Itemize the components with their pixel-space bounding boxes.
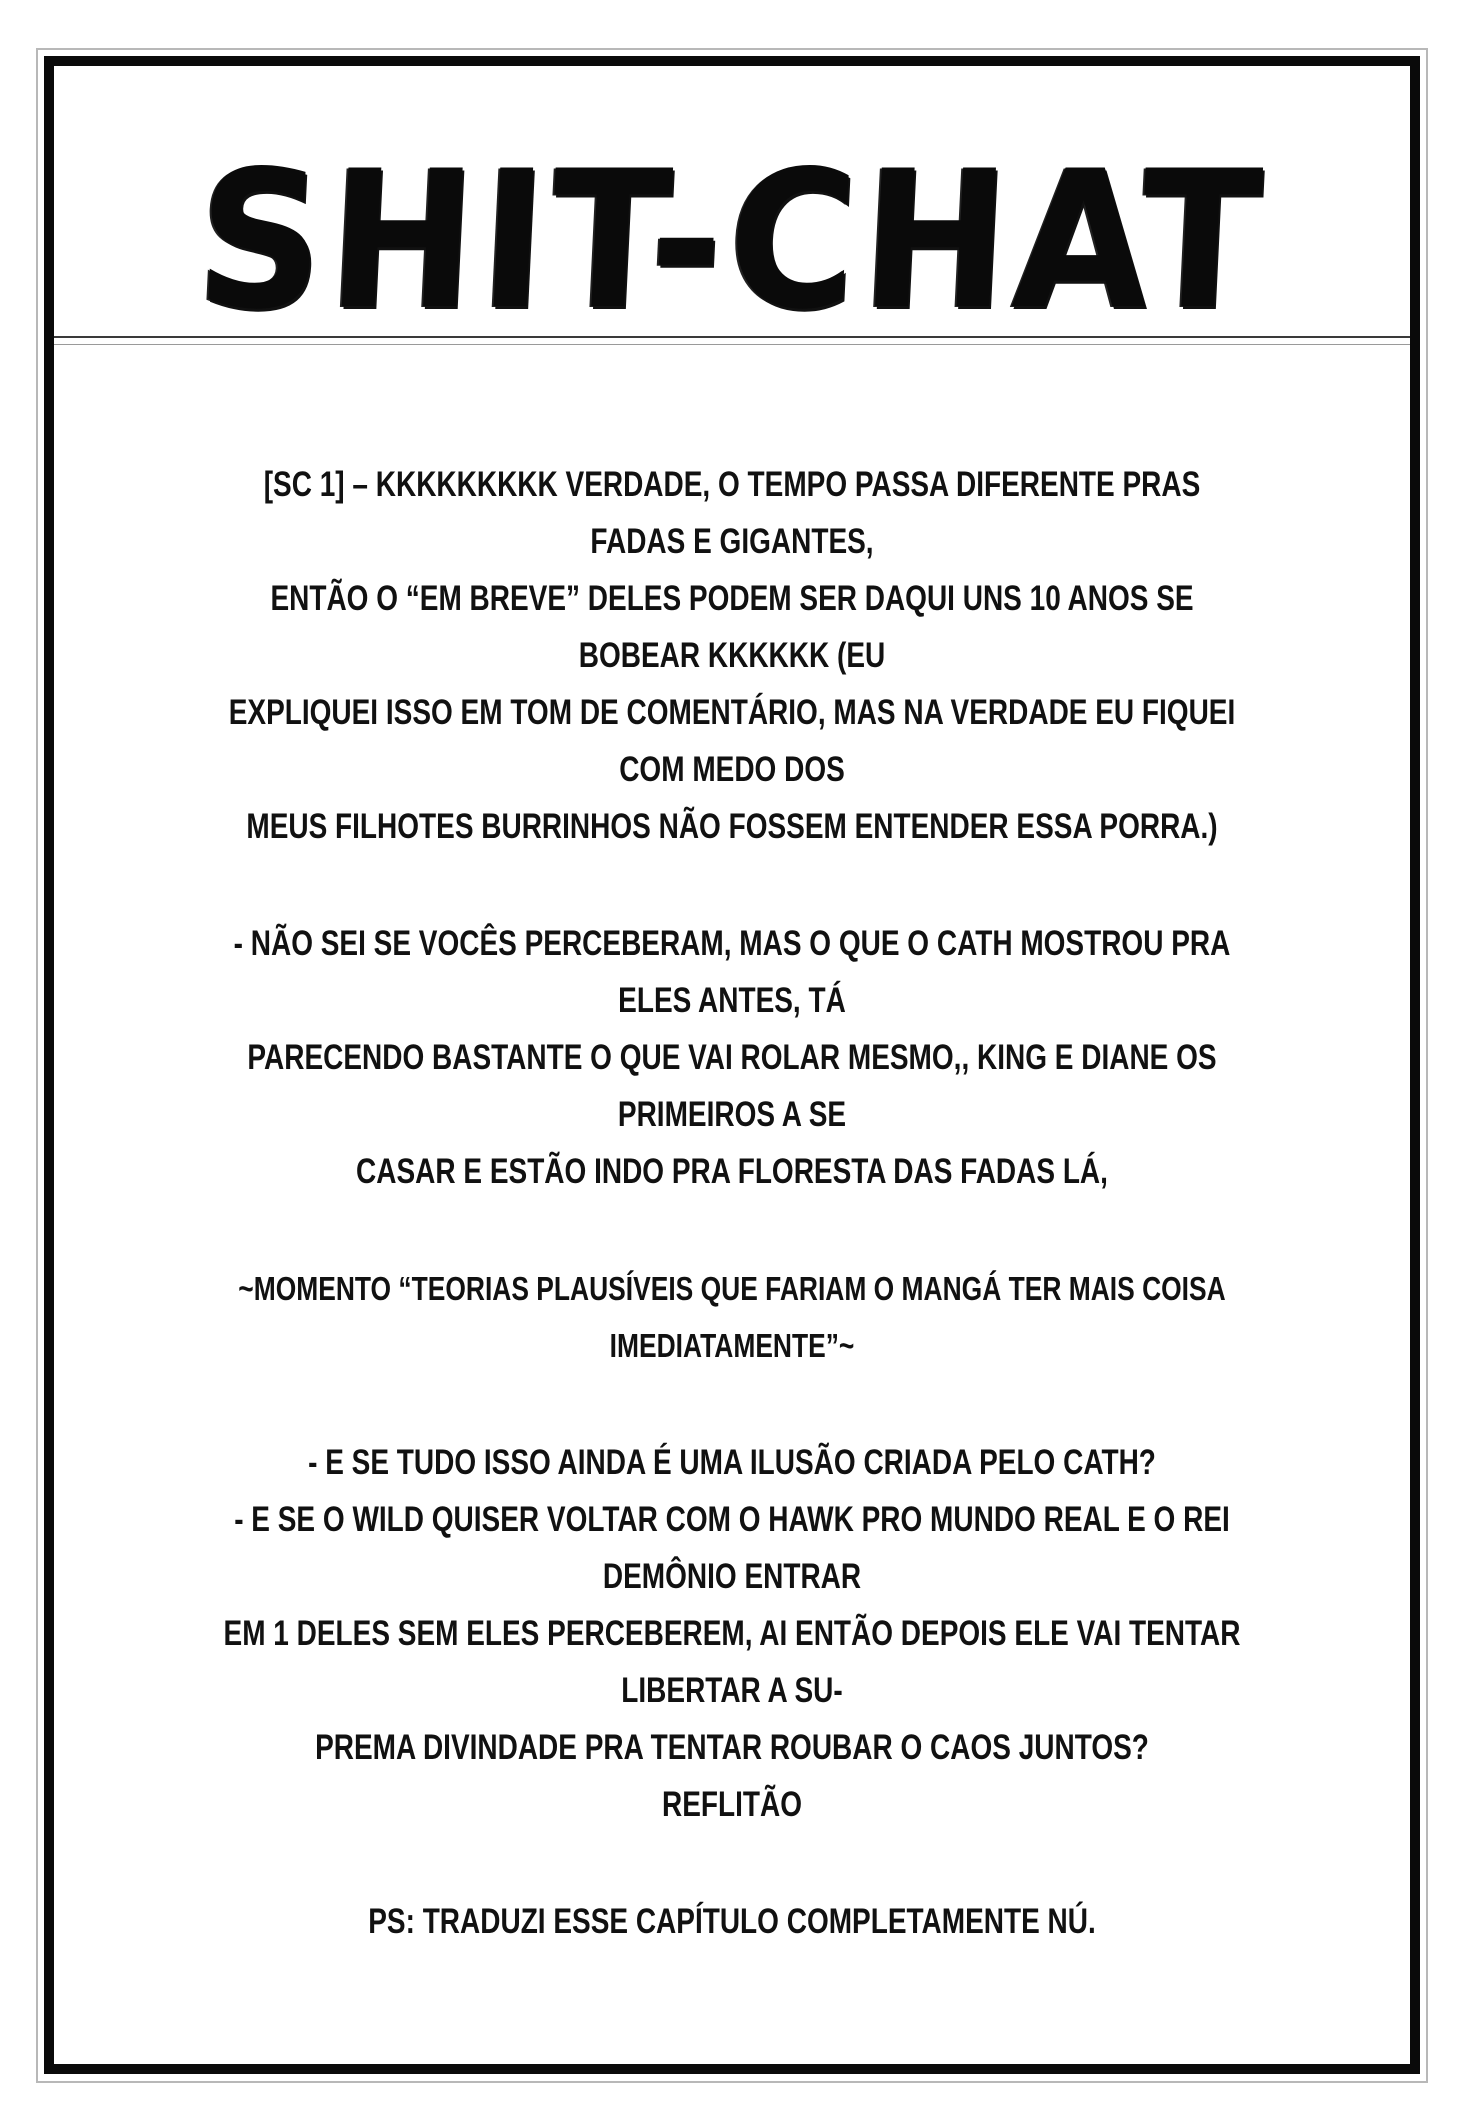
text-line: PS: TRADUZI ESSE CAPÍTULO COMPLETAMENTE NÚ. [368,1902,1096,1941]
title-divider [54,336,1410,338]
paragraph-ps [222,1893,1243,1950]
paragraph-observation [222,915,1243,1200]
paragraph-theories [222,1434,1243,1833]
text-line: EXPLIQUEI ISSO EM TOM DE COMENTÁRIO, MAS NA VERDADE EU FIQUEI COM MEDO DOS [228,693,1236,789]
paragraph-explanation [222,456,1243,855]
body-text [222,456,1243,1950]
text-line: EM 1 DELES SEM ELES PERCEBEREM, AI ENTÃO DEPOIS ELE VAI TENTAR LIBERTAR A SU- [223,1614,1241,1710]
page-frame [44,56,1420,2074]
text-line: PARECENDO BASTANTE O QUE VAI ROLAR MESMO,, KING E DIANE OS PRIMEIROS A SE [247,1038,1217,1134]
text-line: [SC 1] – KKKKKKKKK VERDADE, O TEMPO PASSA DIFERENTE PRAS FADAS E GIGANTES, [263,465,1201,561]
text-line: - NÃO SEI SE VOCÊS PERCEBERAM, MAS O QUE O CATH MOSTROU PRA ELES ANTES, TÁ [233,924,1231,1020]
title-divider-shadow [54,344,1410,345]
text-line: PREMA DIVINDADE PRA TENTAR ROUBAR O CAOS JUNTOS? [315,1728,1149,1767]
page-title: SHIT-CHAT [192,130,1272,351]
text-line: REFLITÃO [662,1785,802,1824]
text-line: CASAR E ESTÃO INDO PRA FLORESTA DAS FADAS LÁ, [356,1152,1108,1191]
paragraph-theories-heading [222,1260,1243,1374]
text-line: - E SE O WILD QUISER VOLTAR COM O HAWK PRO MUNDO REAL E O REI DEMÔNIO ENTRAR [234,1500,1230,1596]
title-area [54,126,1410,356]
text-line: ~MOMENTO “TEORIAS PLAUSÍVEIS QUE FARIAM O MANGÁ TER MAIS COISA IMEDIATAMENTE”~ [238,1270,1226,1364]
text-line: MEUS FILHOTES BURRINHOS NÃO FOSSEM ENTENDER ESSA PORRA.) [246,807,1218,846]
text-line: - E SE TUDO ISSO AINDA É UMA ILUSÃO CRIADA PELO CATH? [308,1443,1156,1482]
text-line: ENTÃO O “EM BREVE” DELES PODEM SER DAQUI UNS 10 ANOS SE BOBEAR KKKKKK (EU [270,579,1194,675]
